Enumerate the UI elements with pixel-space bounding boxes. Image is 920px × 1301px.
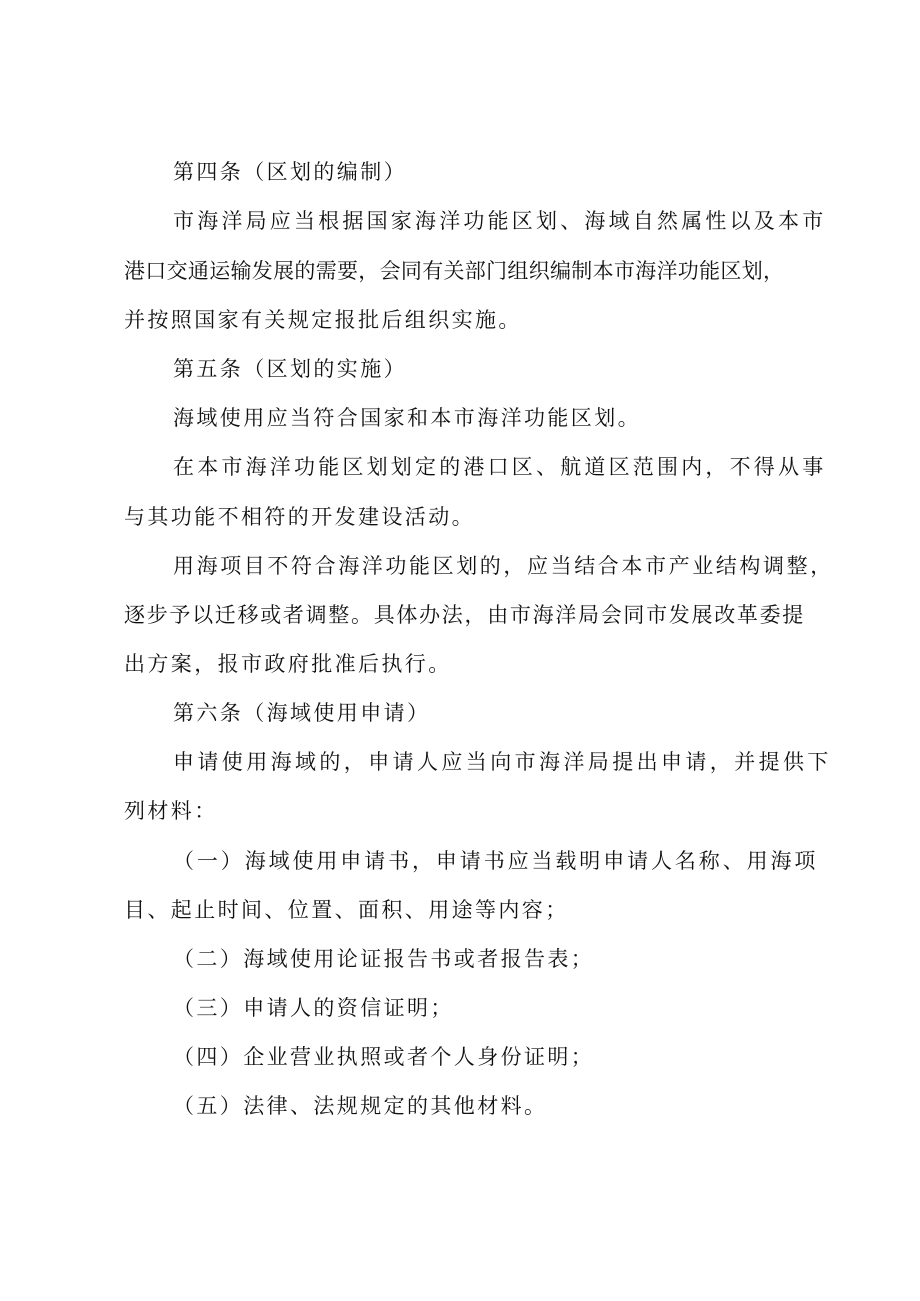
article-4-paragraph-line: 港口交通运输发展的需要，会同有关部门组织编制本市海洋功能区划， bbox=[124, 259, 785, 283]
article-5-paragraph-line: 海域使用应当符合国家和本市海洋功能区划。 bbox=[173, 406, 641, 430]
article-4-paragraph-line: 并按照国家有关规定报批后组织实施。 bbox=[124, 308, 522, 332]
article-5-paragraph-line: 逐步予以迁移或者调整。具体办法，由市海洋局会同市发展改革委提 bbox=[124, 603, 805, 627]
article-5-heading: 第五条（区划的实施） bbox=[173, 357, 407, 381]
article-4-paragraph-line: 市海洋局应当根据国家海洋功能区划、海域自然属性以及本市 bbox=[173, 209, 827, 233]
list-item-5: （五）法律、法规规定的其他材料。 bbox=[173, 1094, 548, 1118]
article-4-heading: 第四条（区划的编制） bbox=[173, 160, 407, 184]
article-5-paragraph-line: 用海项目不符合海洋功能区划的，应当结合本市产业结构调整， bbox=[173, 554, 834, 578]
list-item-1-line: 目、起止时间、位置、面积、用途等内容； bbox=[124, 898, 569, 922]
article-5-paragraph-line: 在本市海洋功能区划划定的港口区、航道区范围内，不得从事 bbox=[173, 455, 827, 479]
list-item-4: （四）企业营业执照或者个人身份证明； bbox=[173, 1045, 595, 1069]
article-6-paragraph-line: 列材料： bbox=[124, 799, 218, 823]
article-6-paragraph-line: 申请使用海域的，申请人应当向市海洋局提出申请，并提供下 bbox=[173, 750, 832, 774]
list-item-3: （三）申请人的资信证明； bbox=[173, 996, 454, 1020]
list-item-2: （二）海域使用论证报告书或者报告表； bbox=[173, 947, 595, 971]
article-6-heading: 第六条（海域使用申请） bbox=[173, 701, 431, 725]
article-5-paragraph-line: 出方案，报市政府批准后执行。 bbox=[124, 652, 452, 676]
article-5-paragraph-line: 与其功能不相符的开发建设活动。 bbox=[124, 505, 475, 529]
list-item-1-line: （一）海域使用申请书，申请书应当载明申请人名称、用海项 bbox=[173, 849, 819, 873]
